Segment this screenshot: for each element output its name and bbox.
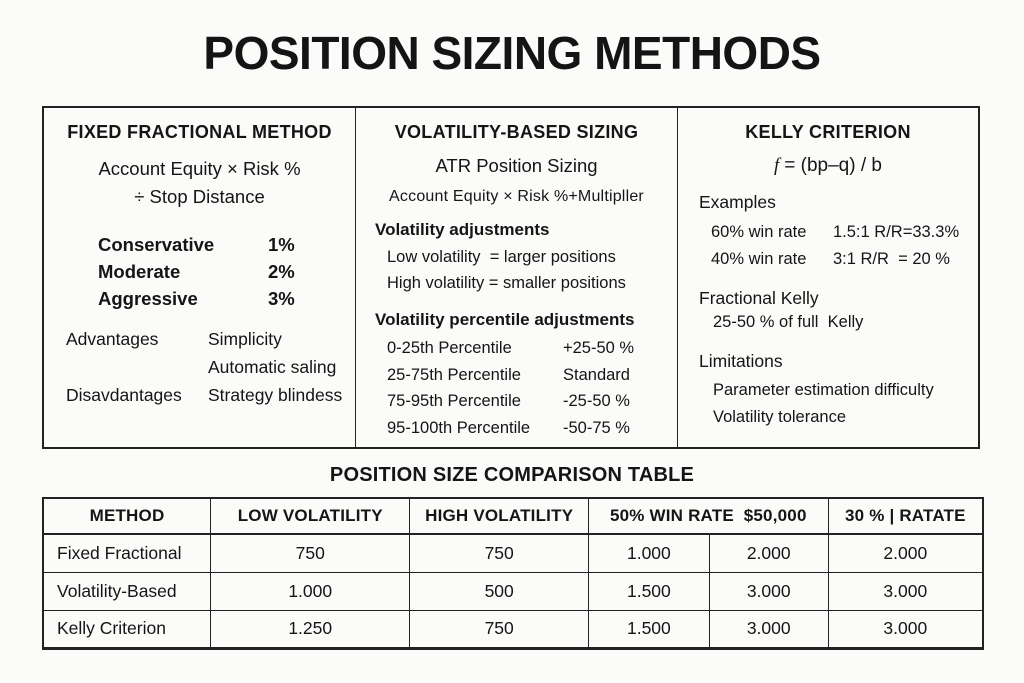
cell-value: 500 <box>410 572 589 610</box>
table-row <box>43 610 983 648</box>
cell-value: 3.000 <box>709 610 828 648</box>
percentile-row <box>387 415 677 442</box>
header-ratate: 30 % | RATATE <box>828 498 983 534</box>
volatility-adjustments-header: Volatility adjustments <box>375 220 550 239</box>
cell-value: 3.000 <box>709 572 828 610</box>
kelly-criterion-section <box>677 108 978 447</box>
trait-label <box>66 353 208 381</box>
percentile-value: +25-50 % <box>563 339 635 357</box>
kelly-examples <box>678 219 978 273</box>
risk-value: 3% <box>268 288 295 309</box>
table-header-row <box>43 498 983 534</box>
comparison-table <box>42 497 984 650</box>
example-win-rate: 40% win rate <box>711 250 807 268</box>
risk-value: 2% <box>268 261 295 282</box>
example-result: 3:1 R/R = 20 % <box>833 250 950 268</box>
risk-level-row <box>98 258 355 285</box>
percentile-range: 0-25th Percentile <box>387 339 512 357</box>
limitations-list <box>678 377 978 431</box>
kelly-formula-expression: = (bp–q) / b <box>784 155 882 176</box>
atr-subtitle: ATR Position Sizing <box>435 155 598 176</box>
cell-value: 1.500 <box>588 610 709 648</box>
example-win-rate: 60% win rate <box>711 223 807 241</box>
limitations-header: Limitations <box>699 351 783 371</box>
percentile-range: 25-75th Percentile <box>387 365 521 384</box>
fractional-kelly-note: 25-50 % of full Kelly <box>713 313 864 331</box>
percentile-value: -25-50 % <box>563 392 630 410</box>
cell-value: 1.000 <box>588 534 709 572</box>
examples-header: Examples <box>699 192 776 212</box>
table-row <box>43 572 983 610</box>
percentile-row <box>387 362 677 389</box>
percentile-row <box>387 335 677 362</box>
row-method: Kelly Criterion <box>43 610 211 648</box>
row-method: Fixed Fractional <box>43 534 211 572</box>
percentile-value: -50-75 % <box>563 418 630 437</box>
volatility-based-header: VOLATILITY-BASED SIZING <box>394 122 639 142</box>
limitation-item: Parameter estimation difficulty <box>713 381 934 399</box>
risk-level-row <box>98 285 355 312</box>
row-method: Volatility-Based <box>43 572 211 610</box>
header-win-rate: 50% WIN RATE $50,000 <box>588 498 828 534</box>
volatility-formula: Account Equity × Risk %+Multipller <box>389 188 644 205</box>
example-row <box>711 246 978 273</box>
kelly-formula <box>678 155 978 177</box>
risk-label: Moderate <box>98 261 181 282</box>
cell-value: 2.000 <box>709 534 828 572</box>
comparison-table-title: POSITION SIZE COMPARISON TABLE <box>329 464 695 486</box>
methods-panel <box>42 106 980 449</box>
page-title: POSITION SIZING METHODS <box>203 27 821 79</box>
risk-label: Aggressive <box>98 288 198 309</box>
cell-value: 750 <box>410 610 589 648</box>
traits <box>44 325 355 409</box>
cell-value: 3.000 <box>828 610 983 648</box>
percentile-range: 95-100th Percentile <box>387 418 531 437</box>
risk-label: Conservative <box>98 234 215 255</box>
risk-value: 1% <box>268 234 295 255</box>
header-low-volatility: LOW VOLATILITY <box>211 498 410 534</box>
example-row <box>711 219 978 246</box>
percentile-table <box>356 335 677 441</box>
adjustment-item: High volatility = smaller positions <box>387 274 626 292</box>
fixed-fractional-section <box>44 108 355 447</box>
cell-value: 750 <box>211 534 410 572</box>
trait-row <box>66 325 355 353</box>
example-result: 1.5:1 R/R=33.3% <box>833 223 960 241</box>
trait-value: Simplicity <box>208 329 282 349</box>
fixed-fractional-header: FIXED FRACTIONAL METHOD <box>67 122 332 142</box>
trait-row <box>66 381 355 409</box>
percentile-adjustments-header: Volatility percentile adjustments <box>375 310 635 329</box>
header-high-volatility: HIGH VOLATILITY <box>410 498 589 534</box>
formula-line-2: ÷ Stop Distance <box>134 186 265 207</box>
formula-line-1: Account Equity × Risk % <box>98 158 301 179</box>
fixed-fractional-formula <box>44 155 355 211</box>
cell-value: 1.500 <box>588 572 709 610</box>
percentile-value: Standard <box>563 365 630 384</box>
percentile-row <box>387 388 677 415</box>
limitation-item: Volatility tolerance <box>713 408 846 426</box>
kelly-header: KELLY CRITERION <box>745 122 911 142</box>
header-method: METHOD <box>43 498 211 534</box>
cell-value: 1.250 <box>211 610 410 648</box>
trait-label: Disavdantages <box>66 385 182 405</box>
cell-value: 2.000 <box>828 534 983 572</box>
cell-value: 1.000 <box>211 572 410 610</box>
cell-value: 3.000 <box>828 572 983 610</box>
kelly-formula-variable: f <box>774 155 780 176</box>
volatility-based-section <box>355 108 677 447</box>
fractional-kelly-header: Fractional Kelly <box>699 288 819 308</box>
percentile-range: 75-95th Percentile <box>387 392 521 410</box>
trait-value: Strategy blindess <box>208 385 343 405</box>
trait-row <box>66 353 355 381</box>
adjustment-item: Low volatility = larger positions <box>387 248 616 266</box>
risk-level-row <box>98 231 355 258</box>
risk-levels <box>44 231 355 312</box>
trait-label: Advantages <box>66 329 159 349</box>
volatility-adjustments <box>356 244 677 296</box>
table-row <box>43 534 983 572</box>
cell-value: 750 <box>410 534 589 572</box>
trait-value: Automatic saling <box>208 357 337 377</box>
